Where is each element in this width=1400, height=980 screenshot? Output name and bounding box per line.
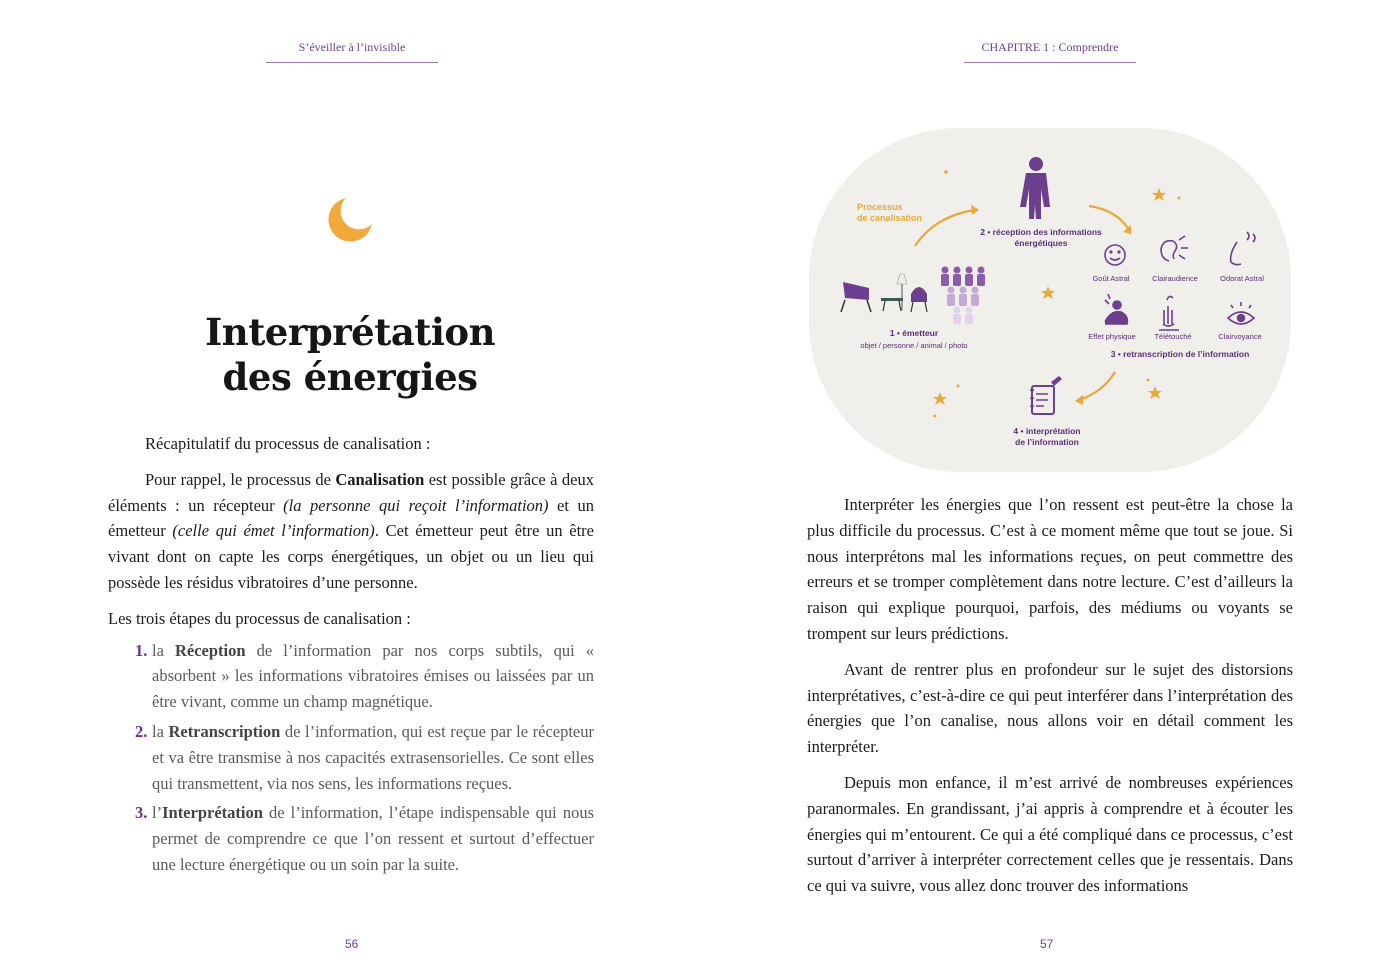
rappel-text-1: Pour rappel, le processus de (145, 469, 336, 489)
process-label-1: Processus (857, 202, 903, 212)
chapter-title (108, 310, 592, 400)
step-number: 3. (135, 803, 148, 823)
list-item (108, 638, 594, 715)
page-number-right: 57 (1040, 937, 1054, 951)
process-label-2: de canalisation (857, 213, 923, 223)
rappel-text-2: est possible grâce à deux éléments : un récepteur (108, 469, 594, 515)
running-head-left: S’éveiller à l’invisible (266, 40, 438, 63)
rappel-bold-canalisation: Canalisation (335, 469, 425, 489)
rappel-text-3: et un émetteur (108, 495, 594, 541)
step-keyword: Interprétation (162, 803, 263, 823)
crescent-moon-icon (324, 194, 376, 246)
emitter-label-2: objet / personne / animal / photo (860, 341, 968, 350)
step-text: de l’information, qui est reçue par le récepteur et va être transmise à nos capacités extrasensorielles. Ce sont elles qui transmettent, via nos sens, les informations reçues. (152, 721, 594, 793)
step-number: 1. (135, 640, 148, 660)
step-text: de l’information, l’étape indispensable qui nous permet de comprendre ce que l’on ressent et surtout d’effectuer une lecture énergétique ou un soin par la suite. (152, 803, 594, 874)
intro-paragraph: Récapitulatif du processus de canalisation : (145, 434, 431, 453)
body-paragraph: Interpréter les énergies que l’on ressent est peut-être la chose la plus difficile du processus. C’est à ce moment même que tout se joue. Si nous interprétons mal les informations reçues, on peut commettre des erreurs et se tromper complètement dans notre lecture. C’est d’ailleurs la raison qui explique pourquoi, parfois, des médiums ou voyants se trompent sur leurs prédictions. (807, 495, 1293, 643)
steps-list (108, 638, 594, 878)
page-number-left: 56 (345, 937, 359, 951)
sense-label: Clairvoyance (1218, 332, 1262, 341)
list-item (108, 719, 594, 796)
rappel-italic-2: (celle qui émet l’information) (172, 521, 375, 541)
sense-label: Goût Astral (1092, 274, 1130, 283)
interpretation-label-1: 4 • interprétation (1013, 426, 1081, 436)
emitter-label-1: 1 • émetteur (889, 328, 939, 338)
reception-label-1: 2 • réception des informations (980, 227, 1102, 237)
retranscription-label: 3 • retranscription de l’information (1110, 349, 1250, 359)
left-body-text (108, 431, 594, 882)
step-prefix: l’ (152, 803, 163, 823)
sense-label: Effet physique (1088, 332, 1136, 341)
step-keyword: Retranscription (168, 721, 281, 741)
rappel-paragraph (108, 467, 594, 596)
rappel-italic-1: (la personne qui reçoit l’information) (283, 495, 549, 515)
diagram-svg (807, 124, 1293, 476)
sense-label: Clairaudience (1152, 274, 1198, 283)
chapter-title-line-2: des énergies (222, 355, 478, 399)
right-body-text (807, 492, 1293, 909)
chapter-title-line-1: Interprétation (204, 310, 496, 354)
list-item (108, 800, 594, 877)
rappel-text-4: . Cet émetteur peut être un être vivant dont on capte les corps énergétiques, un objet ou un lieu qui possède les résidus vibratoires d’une personne. (108, 521, 594, 592)
step-keyword: Réception (174, 640, 246, 660)
step-prefix: la (152, 640, 175, 660)
canalisation-diagram (807, 124, 1293, 476)
body-paragraph: Depuis mon enfance, il m’est arrivé de nombreuses expériences paranormales. En grandissant, j’ai appris à comprendre et à écouter les énergies qui m’entourent. Ce qui a été compliqué dans ce processus, c’est surtout d’arriver à interpréter correctement celles que je ressentais. Dans ce qui va suivre, vous allez donc trouver des informations (807, 772, 1293, 896)
step-text: de l’information par nos corps subtils, qui « absorbent » les informations vibratoires émises ou laissées par un être vivant, comme un champ magnétique. (152, 640, 594, 712)
steps-intro: Les trois étapes du processus de canalisation : (108, 608, 411, 628)
body-paragraph: Avant de rentrer plus en profondeur sur le sujet des distorsions interprétatives, c’est-à-dire ce qui peut interférer dans l’interprétation des énergies que l’on canalise, nous allons voir en détail comment les interpréter. (807, 659, 1293, 757)
sense-label: Odorat Astral (1220, 274, 1264, 283)
reception-label-2: énergétiques (1014, 238, 1068, 248)
running-head-right: CHAPITRE 1 : Comprendre (964, 40, 1136, 63)
step-number: 2. (135, 721, 148, 741)
interpretation-label-2: de l’information (1015, 437, 1079, 447)
step-prefix: la (152, 721, 169, 741)
sense-label: Télétouché (1154, 332, 1192, 341)
right-page (700, 0, 1400, 980)
